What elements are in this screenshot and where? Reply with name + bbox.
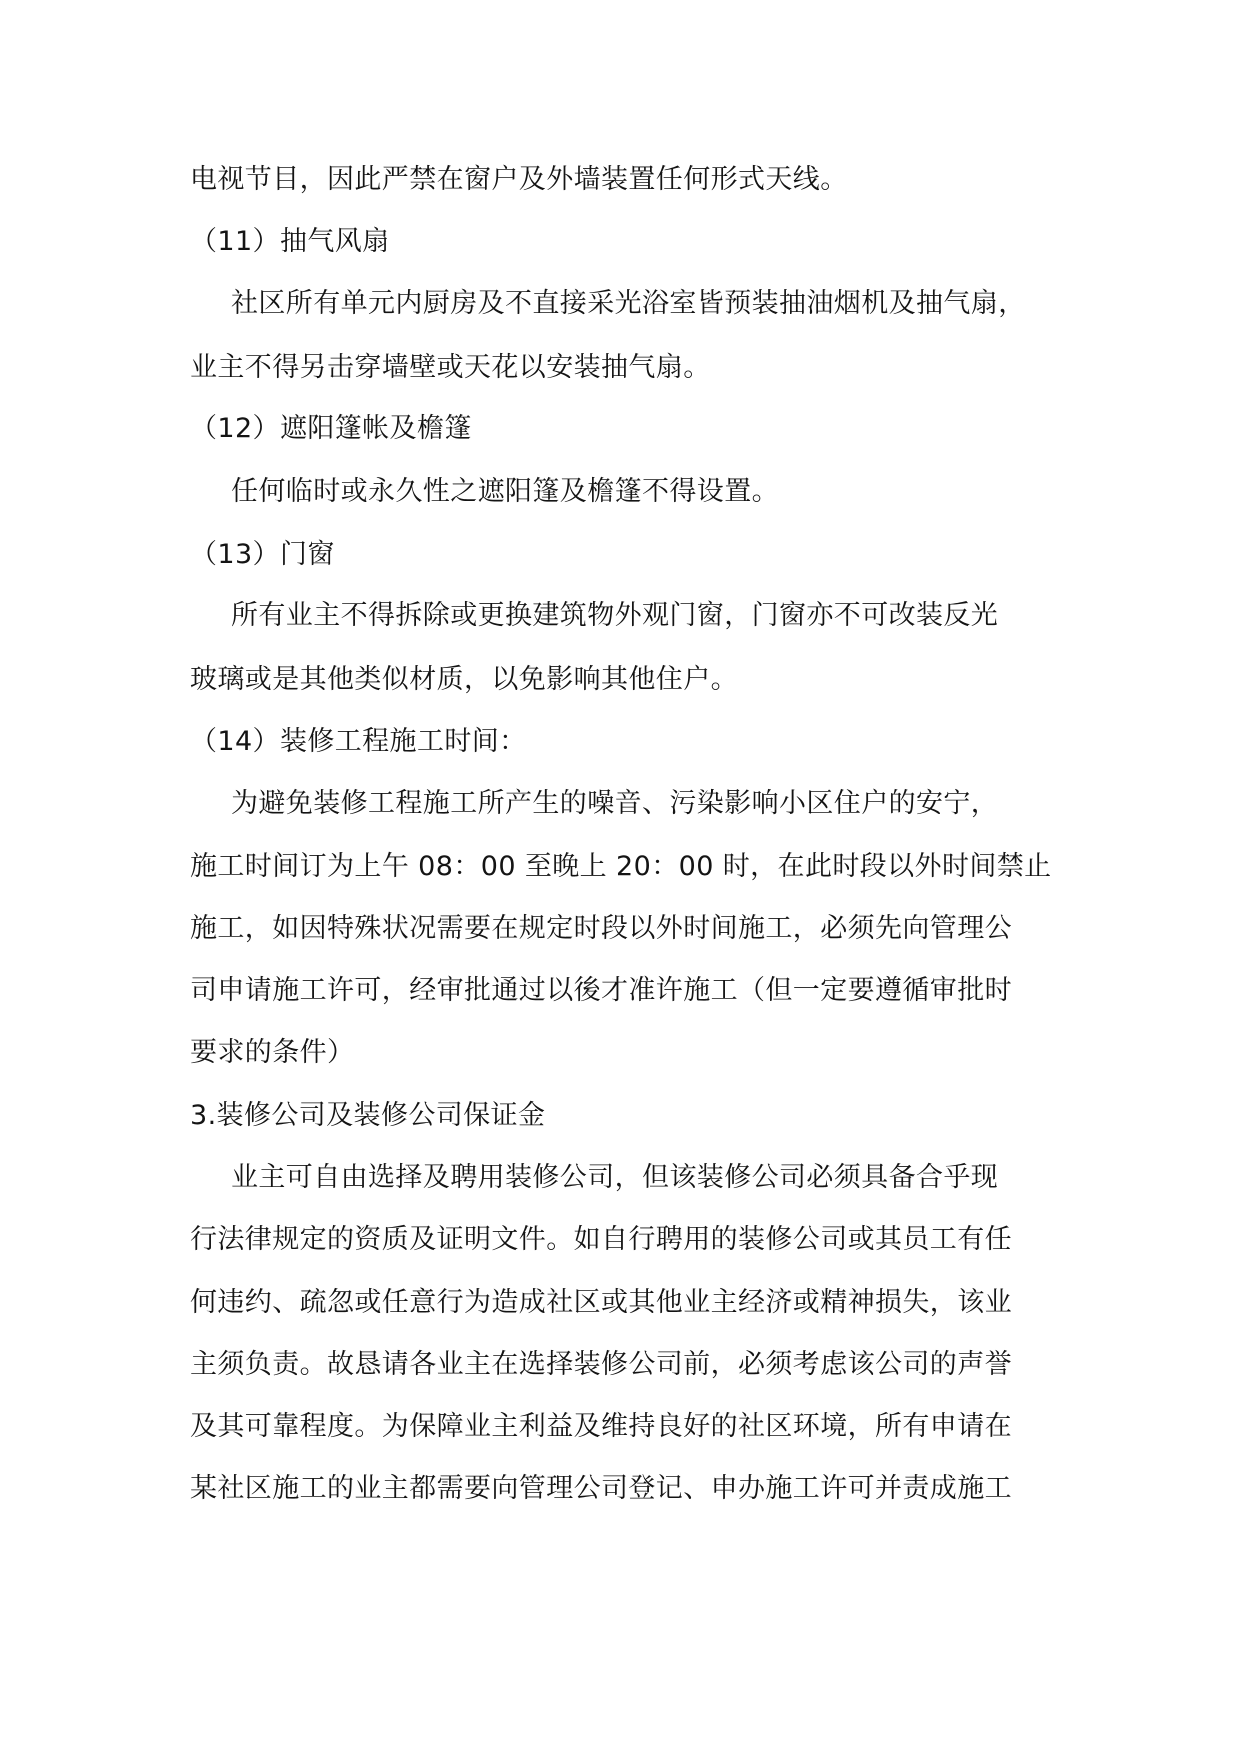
body-text-line: 司申请施工许可，经审批通过以後才准许施工（但一定要遵循审批时 — [190, 975, 1012, 1006]
section-heading-doors-windows: （13）门窗 — [190, 539, 335, 570]
body-text-line: 施工时间订为上午 08：00 至晚上 20：00 时，在此时段以外时间禁止 — [190, 851, 1052, 882]
body-text-line: 业主不得另击穿墙壁或天花以安装抽气扇。 — [190, 352, 711, 383]
body-text-line: 玻璃或是其他类似材质，以免影响其他住户。 — [190, 664, 738, 695]
body-text-line: 电视节目，因此严禁在窗户及外墙装置任何形式天线。 — [190, 164, 848, 195]
body-text-line: 要求的条件） — [190, 1037, 355, 1068]
body-text-line: 主须负责。故恳请各业主在选择装修公司前，必须考虑该公司的声誉 — [190, 1349, 1012, 1380]
body-text-line: 社区所有单元内厨房及不直接采光浴室皆预装抽油烟机及抽气扇， — [231, 288, 1026, 319]
body-text-line: 何违约、疏忽或任意行为造成社区或其他业主经济或精神损失，该业 — [190, 1287, 1012, 1318]
section-heading-construction-hours: （14）装修工程施工时间： — [190, 726, 527, 757]
section-heading-exhaust-fan: （11）抽气风扇 — [190, 226, 390, 257]
body-text-line: 施工，如因特殊状况需要在规定时段以外时间施工，必须先向管理公 — [190, 913, 1012, 944]
section-heading-renovation-company: 3.装修公司及装修公司保证金 — [190, 1100, 546, 1131]
body-text-line: 所有业主不得拆除或更换建筑物外观门窗，门窗亦不可改装反光 — [231, 600, 999, 631]
body-text-line: 业主可自由选择及聘用装修公司，但该装修公司必须具备合乎现 — [231, 1162, 999, 1193]
body-text-line: 为避免装修工程施工所产生的噪音、污染影响小区住户的安宁， — [231, 788, 999, 819]
body-text-line: 及其可靠程度。为保障业主利益及维持良好的社区环境，所有申请在 — [190, 1411, 1012, 1442]
body-text-line: 某社区施工的业主都需要向管理公司登记、申办施工许可并责成施工 — [190, 1473, 1012, 1504]
body-text-line: 行法律规定的资质及证明文件。如自行聘用的装修公司或其员工有任 — [190, 1224, 1012, 1255]
section-heading-awning: （12）遮阳篷帐及檐篷 — [190, 413, 472, 444]
body-text-line: 任何临时或永久性之遮阳篷及檐篷不得设置。 — [231, 476, 779, 507]
